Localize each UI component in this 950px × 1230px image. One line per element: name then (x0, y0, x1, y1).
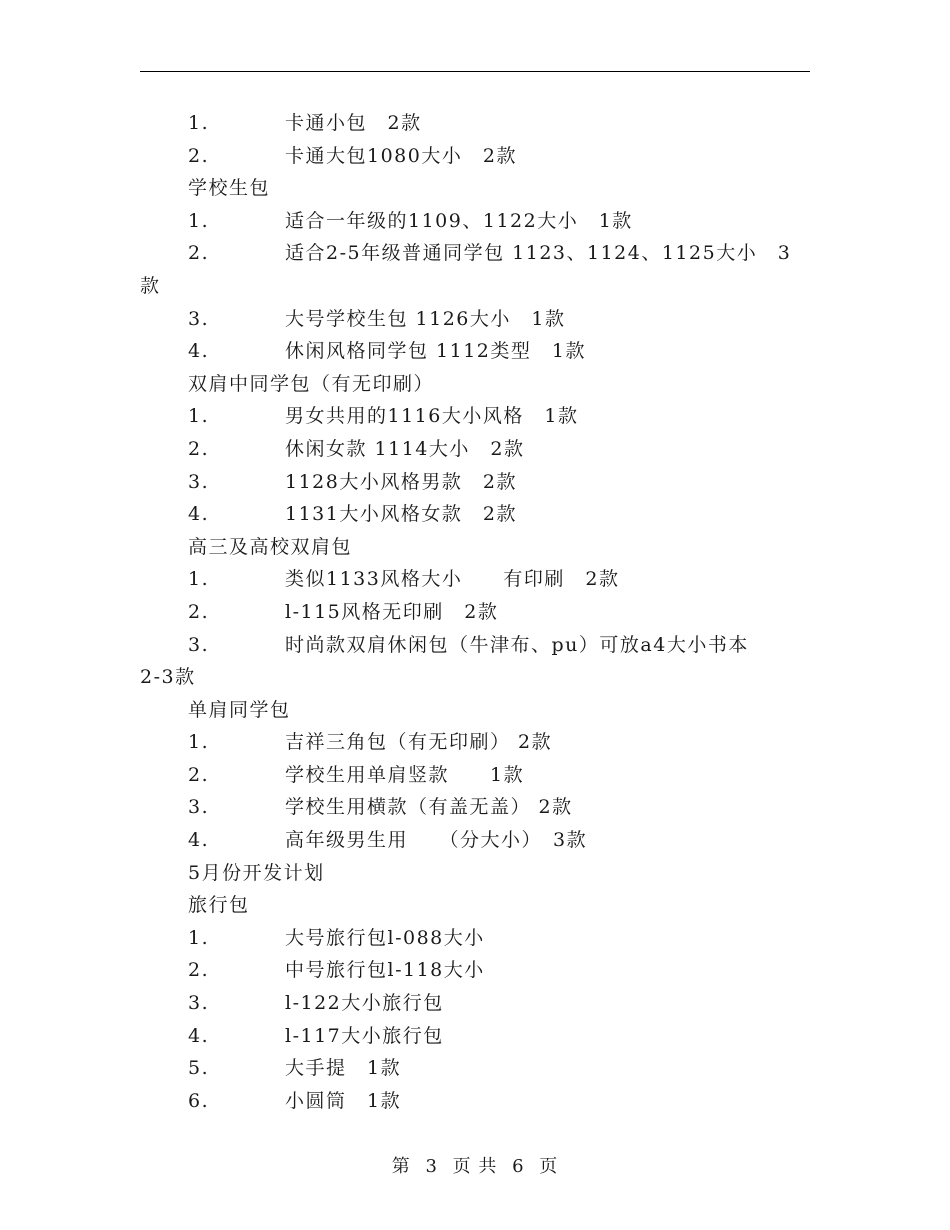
list-item-text: 学校生用横款（有盖无盖） 2款 (285, 796, 573, 819)
continuation-line: 2-3款 (140, 666, 196, 689)
list-item-number: 6. (188, 1089, 210, 1112)
list-item-number: 3. (188, 470, 210, 493)
list-item-number: 4. (188, 340, 210, 363)
list-item-text: 吉祥三角包（有无印刷） 2款 (285, 731, 553, 754)
list-item-text: 卡通小包 2款 (285, 112, 422, 134)
list-item (140, 987, 800, 1020)
list-item-number: 2. (188, 242, 210, 265)
section-heading: 5月份开发计划 (188, 861, 325, 884)
list-item-text: 大手提 1款 (285, 1057, 402, 1080)
section-heading: 高三及高校双肩包 (188, 535, 353, 558)
list-item-number: 3. (188, 992, 210, 1015)
list-item-number: 2. (188, 144, 210, 167)
list-item-text: 适合一年级的1109、1122大小 1款 (285, 209, 633, 232)
list-item-number: 1. (188, 209, 210, 232)
list-item-text: 高年级男生用 （分大小） 3款 (285, 829, 588, 852)
section-heading: 学校生包 (188, 177, 271, 200)
list-item (140, 237, 800, 270)
list-item-text: 适合2-5年级普通同学包 1123、1124、1125大小 3 (285, 242, 792, 265)
list-item-number: 2. (188, 763, 210, 786)
list-item-number: 1. (188, 112, 210, 134)
list-item-text: 小圆筒 1款 (285, 1089, 402, 1112)
list-item-number: 1. (188, 405, 210, 428)
list-item-number: 3. (188, 796, 210, 819)
list-item-text: l-115风格无印刷 2款 (285, 600, 499, 623)
list-item (140, 1020, 800, 1053)
list-item-text: 1131大小风格女款 2款 (285, 503, 517, 526)
list-item (140, 466, 800, 499)
continuation-line: 款 (140, 274, 161, 297)
list-item-text: 休闲女款 1114大小 2款 (285, 437, 525, 460)
list-item-number: 3. (188, 633, 210, 656)
list-item (140, 629, 800, 662)
list-item-text: 类似1133风格大小 有印刷 2款 (285, 568, 620, 591)
list-item-text: 休闲风格同学包 1112类型 1款 (285, 340, 586, 363)
list-item (140, 563, 800, 596)
header-rule (140, 71, 810, 72)
list-item-text: 男女共用的1116大小风格 1款 (285, 405, 579, 428)
list-item (140, 922, 800, 955)
list-item-number: 1. (188, 568, 210, 591)
list-item-text: 大号旅行包l-088大小 (285, 926, 485, 949)
list-item-text: l-122大小旅行包 (285, 992, 444, 1015)
page-footer (0, 1152, 950, 1178)
list-item-number: 2. (188, 600, 210, 623)
list-item-number: 2. (188, 959, 210, 982)
list-item (140, 303, 800, 336)
footer-middle: 页 共 (452, 1156, 498, 1177)
list-item-text: 大号学校生包 1126大小 1款 (285, 307, 566, 330)
list-item-text: 学校生用单肩竖款 1款 (285, 763, 525, 786)
list-item (140, 954, 800, 987)
list-item-text: 时尚款双肩休闲包（牛津布、pu）可放a4大小书本 (285, 633, 749, 656)
list-item (140, 759, 800, 792)
list-item-number: 5. (188, 1057, 210, 1080)
list-item-number: 1. (188, 926, 210, 949)
list-item (140, 824, 800, 857)
list-item (140, 205, 800, 238)
footer-suffix: 页 (539, 1156, 559, 1177)
list-item (140, 335, 800, 368)
list-item (140, 107, 800, 140)
list-item (140, 433, 800, 466)
document-body (140, 107, 800, 1117)
footer-prefix: 第 (391, 1156, 411, 1177)
list-item (140, 140, 800, 173)
section-heading: 双肩中同学包（有无印刷） (188, 372, 435, 395)
section-heading: 单肩同学包 (188, 698, 291, 721)
list-item-number: 1. (188, 731, 210, 754)
list-item (140, 1052, 800, 1085)
list-item-text: 卡通大包1080大小 2款 (285, 144, 517, 167)
list-item (140, 726, 800, 759)
list-item-text: l-117大小旅行包 (285, 1024, 444, 1047)
section-heading: 旅行包 (188, 894, 250, 917)
list-item (140, 1085, 800, 1118)
footer-total-pages: 6 (512, 1156, 525, 1177)
list-item-number: 2. (188, 437, 210, 460)
list-item-number: 3. (188, 307, 210, 330)
list-item (140, 498, 800, 531)
list-item-text: 中号旅行包l-118大小 (285, 959, 485, 982)
list-item-number: 4. (188, 503, 210, 526)
list-item (140, 400, 800, 433)
list-item-number: 4. (188, 829, 210, 852)
list-item-number: 4. (188, 1024, 210, 1047)
list-item-text: 1128大小风格男款 2款 (285, 470, 517, 493)
list-item (140, 596, 800, 629)
list-item (140, 791, 800, 824)
footer-page-number: 3 (425, 1156, 438, 1177)
